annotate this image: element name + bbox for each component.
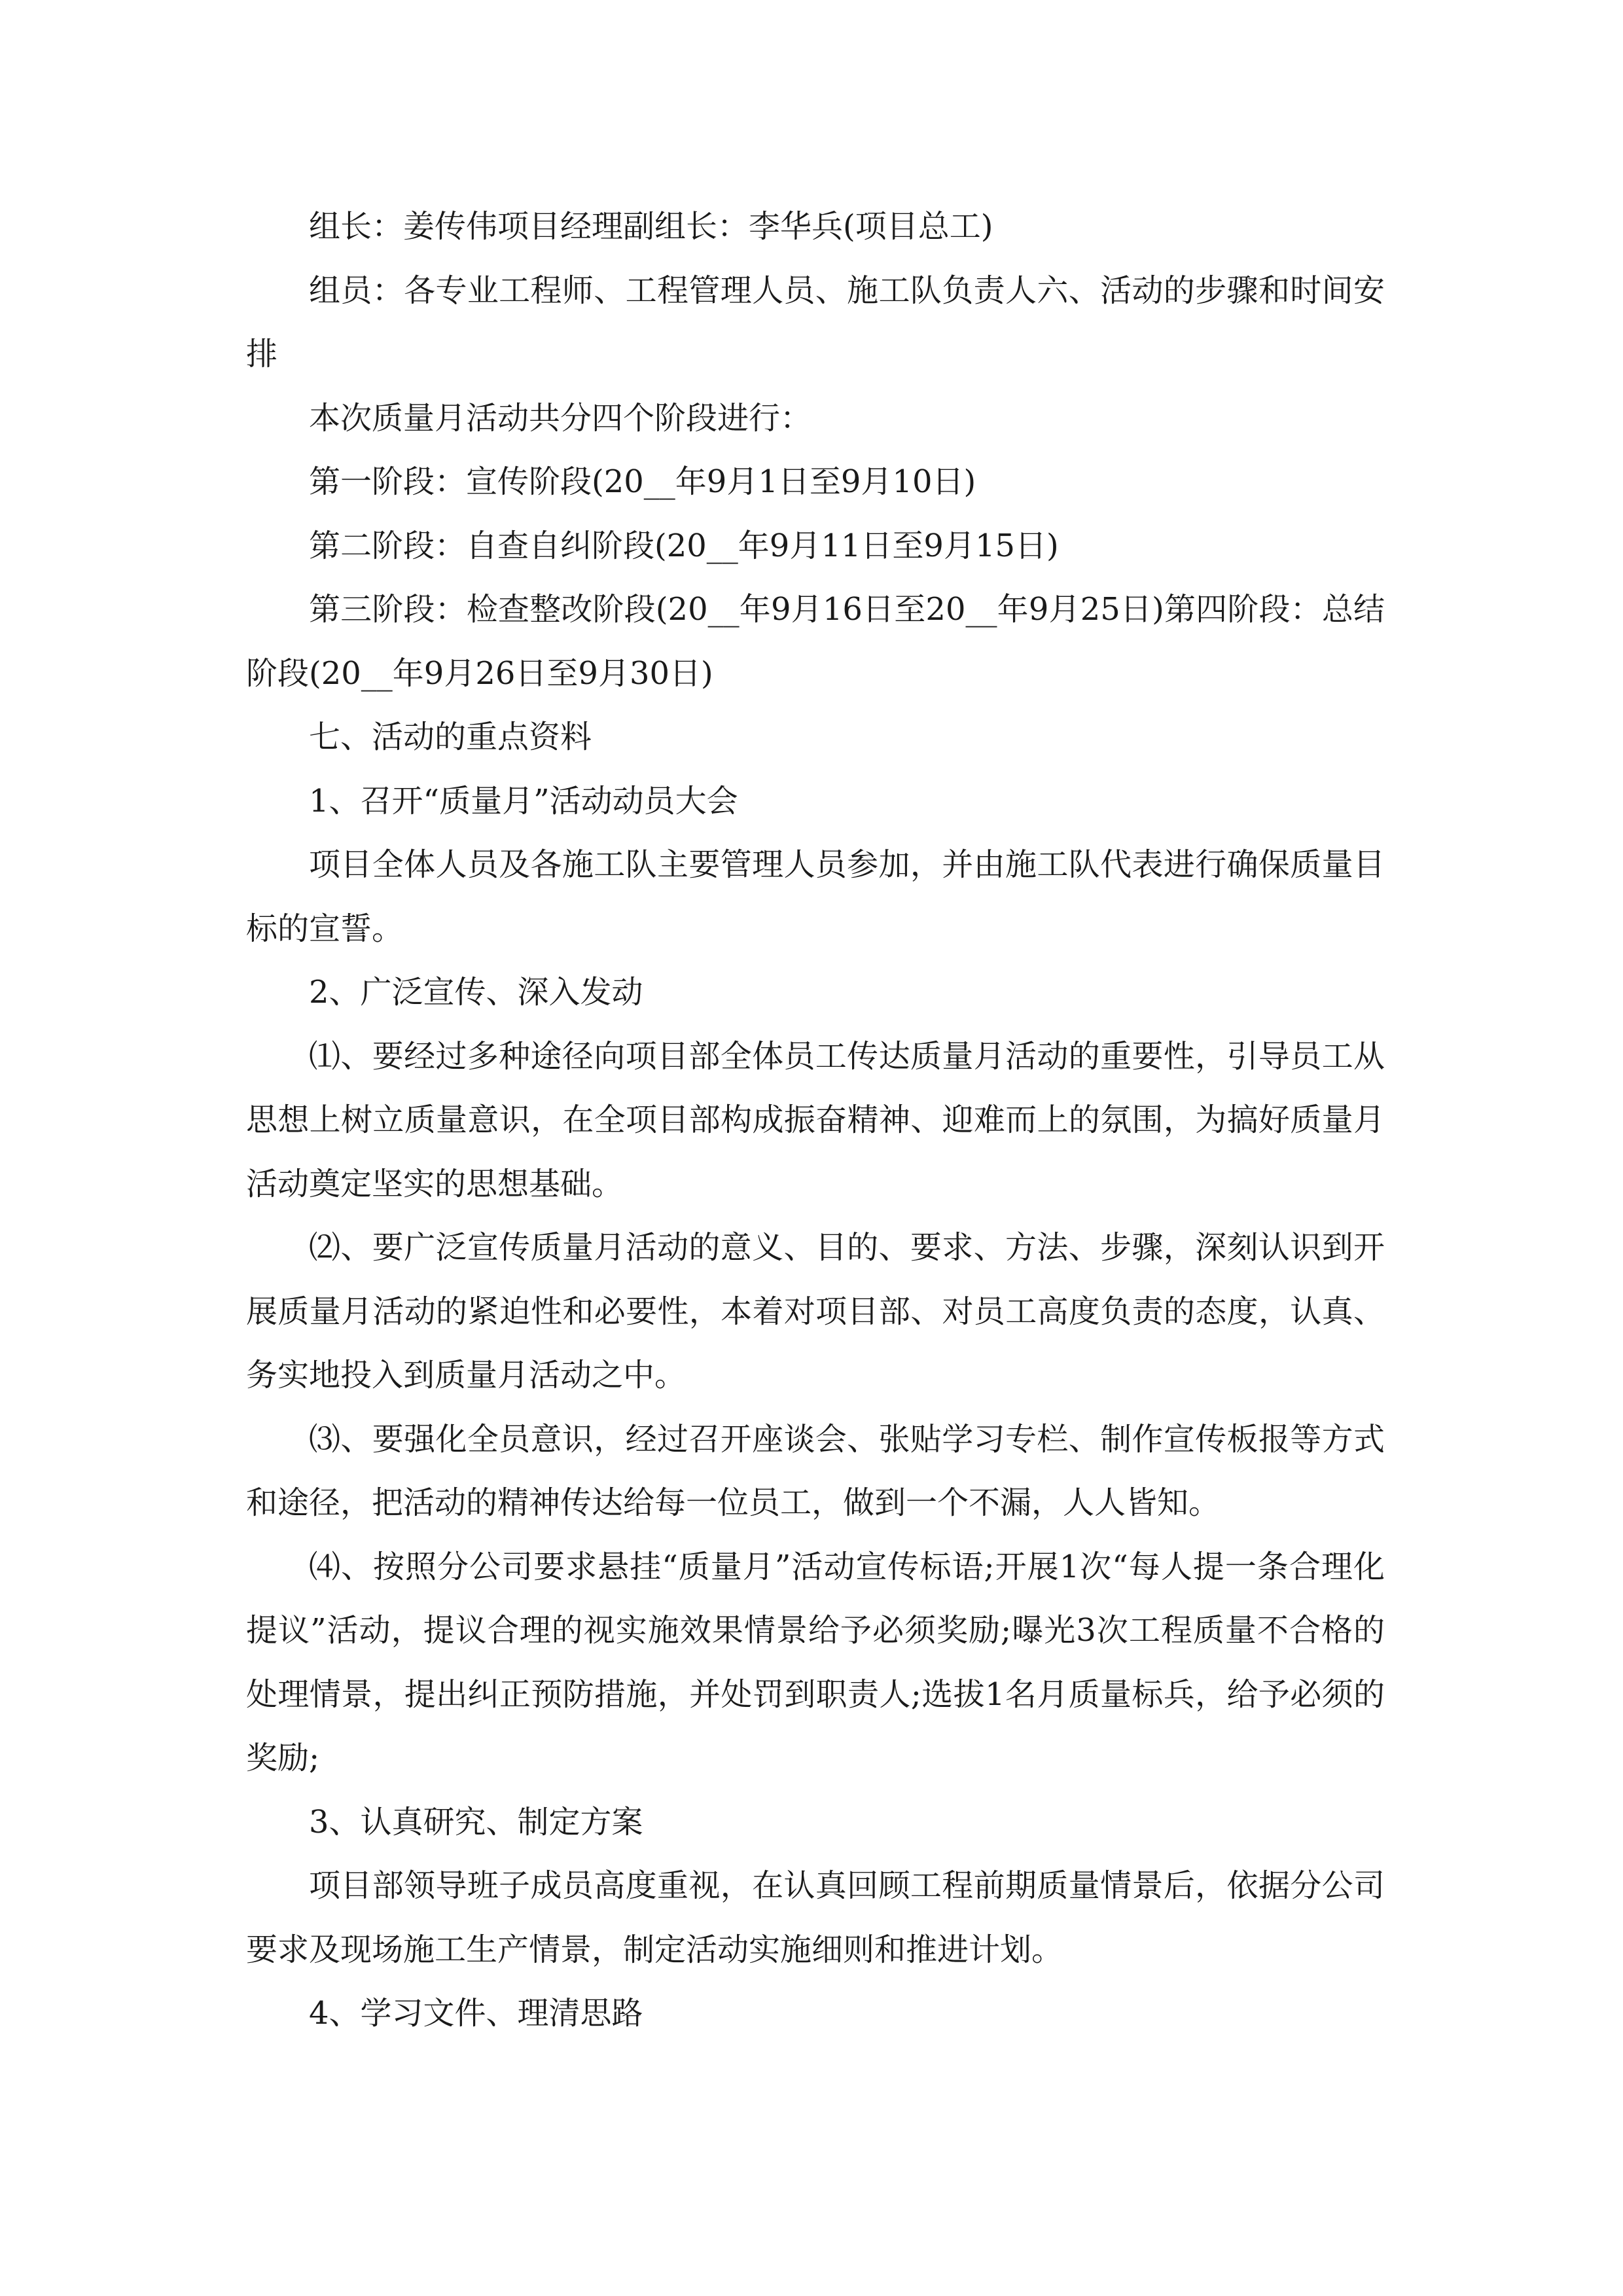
document-body bbox=[246, 195, 1385, 2046]
item-heading-planning: 3、认真研究、制定方案 bbox=[309, 1803, 643, 1840]
item-heading-mobilization: 1、召开“质量月”活动动员大会 bbox=[309, 782, 738, 819]
item-heading-publicity: 2、广泛宣传、深入发动 bbox=[309, 974, 643, 1011]
paragraph-publicity-2: ⑵、要广泛宣传质量月活动的意义、目的、要求、方法、步骤，深刻认识到开展质量月活动的紧迫性和必要性，本着对项目部、对员工高度负责的态度，认真、务实地投入到质量月活动之中。 bbox=[246, 1229, 1385, 1393]
item-heading-study: 4、学习文件、理清思路 bbox=[309, 1995, 643, 2032]
paragraph-publicity-1: ⑴、要经过多种途径向项目部全体员工传达质量月活动的重要性，引导员工从思想上树立质量意识，在全项目部构成振奋精神、迎难而上的氛围，为搞好质量月活动奠定坚实的思想基础。 bbox=[246, 1037, 1385, 1202]
paragraph-team-members: 组员：各专业工程师、工程管理人员、施工队负责人六、活动的步骤和时间安排 bbox=[246, 272, 1385, 372]
paragraph-stage-one: 第一阶段：宣传阶段(20__年9月1日至9月10日) bbox=[309, 463, 976, 500]
paragraph-stage-two: 第二阶段：自查自纠阶段(20__年9月11日至9月15日) bbox=[309, 527, 1059, 564]
paragraph-team-leader: 组长：姜传伟项目经理副组长：李华兵(项目总工) bbox=[309, 208, 993, 245]
paragraph-stage-three-four: 第三阶段：检查整改阶段(20__年9月16日至20__年9月25日)第四阶段：总结阶段(20__年9月26日至9月30日) bbox=[246, 591, 1385, 692]
paragraph-publicity-3: ⑶、要强化全员意识，经过召开座谈会、张贴学习专栏、制作宣传板报等方式和途径，把活动的精神传达给每一位员工，做到一个不漏，人人皆知。 bbox=[246, 1420, 1385, 1521]
paragraph-stages-intro: 本次质量月活动共分四个阶段进行： bbox=[309, 399, 812, 437]
paragraph-publicity-4: ⑷、按照分公司要求悬挂“质量月”活动宣传标语;开展1次“每人提一条合理化提议”活动，提议合理的视实施效果情景给予必须奖励;曝光3次工程质量不合格的处理情景，提出纠正预防措施，并处罚到职责人;选拔1名月质量标兵，给予必须的奖励; bbox=[246, 1548, 1385, 1776]
paragraph-mobilization: 项目全体人员及各施工队主要管理人员参加，并由施工队代表进行确保质量目标的宣誓。 bbox=[246, 846, 1385, 947]
paragraph-planning: 项目部领导班子成员高度重视，在认真回顾工程前期质量情景后，依据分公司要求及现场施工生产情景，制定活动实施细则和推进计划。 bbox=[246, 1867, 1385, 1968]
section-heading-key-content: 七、活动的重点资料 bbox=[309, 719, 592, 755]
